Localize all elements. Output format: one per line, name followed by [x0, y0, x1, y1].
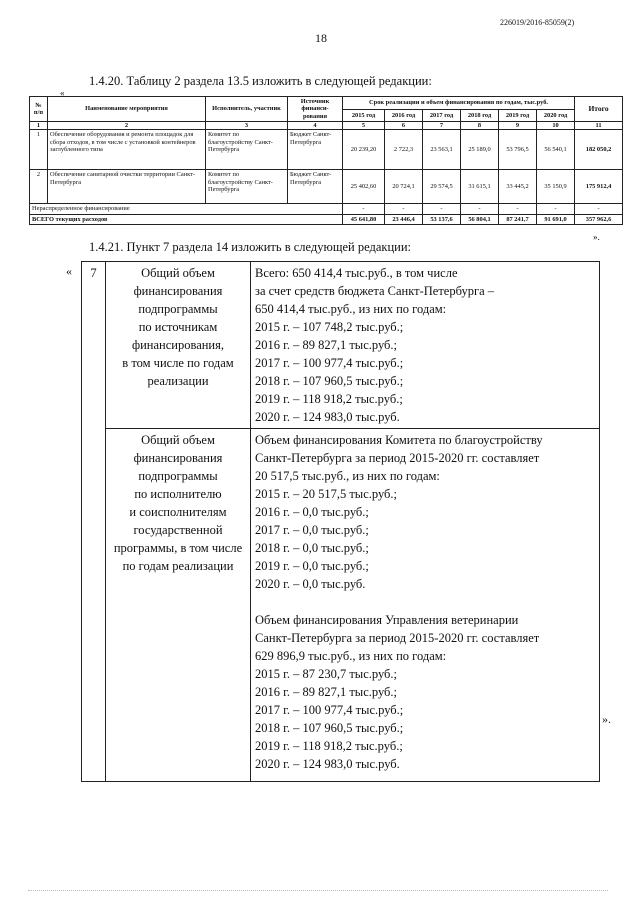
row-value: 33 445,2	[499, 170, 537, 204]
text-line: по исполнителю	[134, 487, 222, 501]
header-year: 2017 год	[423, 109, 461, 122]
text-line: реализации	[147, 374, 209, 388]
row-total: -	[575, 204, 623, 214]
text-line: Санкт-Петербурга за период 2015-2020 гг. составляет	[255, 631, 540, 645]
table1-close-quote: ».	[593, 232, 600, 242]
text-line: Общий объем	[141, 433, 215, 447]
row-value: 25 189,0	[461, 130, 499, 170]
header-year: 2016 год	[385, 109, 423, 122]
section-14-item-7-table	[81, 261, 600, 782]
table1-open-quote: «	[60, 88, 65, 98]
column-index: 2	[48, 122, 206, 130]
header-year: 2019 год	[499, 109, 537, 122]
text-line: за счет средств бюджета Санкт-Петербурга –	[255, 284, 495, 298]
header-total: Итого	[575, 97, 623, 122]
column-index: 7	[423, 122, 461, 130]
row-executor: Комитет по благоустройству Санкт-Петербурга	[206, 130, 288, 170]
column-index: 11	[575, 122, 623, 130]
column-index: 4	[288, 122, 343, 130]
row1-content	[251, 262, 600, 429]
row-name: Обеспечение оборудования и ремонта площадок для сбора отходов, в том числе с установкой контейнеров заглубленного типа	[48, 130, 206, 170]
text-line: программы, в том числе	[113, 541, 243, 555]
table-row	[30, 170, 623, 204]
text-line: и соисполнителям	[129, 505, 227, 519]
column-index: 1	[30, 122, 48, 130]
text-line: 20 517,5 тыс.руб., из них по годам:	[255, 469, 440, 483]
text-line: 2018 г. – 107 960,5 тыс.руб.;	[255, 374, 404, 388]
total-label: ВСЕГО текущих расходов	[30, 214, 343, 224]
column-index-row	[30, 122, 623, 130]
text-line: 2019 г. – 118 918,2 тыс.руб.;	[255, 739, 403, 753]
text-line: по источникам	[138, 320, 218, 334]
row1-name	[106, 262, 251, 429]
unallocated-label: Нераспределенное финансирование	[30, 204, 343, 214]
row-name: Обеспечение санитарной очистки территории Санкт-Петербурга	[48, 170, 206, 204]
row-executor: Комитет по благоустройству Санкт-Петербурга	[206, 170, 288, 204]
column-index: 10	[537, 122, 575, 130]
header-executor: Исполнитель, участник	[206, 97, 288, 122]
text-line: 2020 г. – 124 983,0 тыс.руб.	[255, 757, 400, 771]
total-value: 87 241,7	[499, 214, 537, 224]
text-line: 2015 г. – 87 230,7 тыс.руб.;	[255, 667, 398, 681]
text-line: 2016 г. – 0,0 тыс.руб.;	[255, 505, 369, 519]
page-number: 18	[315, 31, 327, 45]
row-total: 175 912,4	[575, 170, 623, 204]
text-line: подпрограммы	[138, 302, 218, 316]
row-value: 20 724,1	[385, 170, 423, 204]
grand-total: 357 962,6	[575, 214, 623, 224]
text-line: 2019 г. – 0,0 тыс.руб.;	[255, 559, 369, 573]
total-value: 45 641,80	[343, 214, 385, 224]
text-line: 2015 г. – 107 748,2 тыс.руб.;	[255, 320, 404, 334]
text-line: 650 414,4 тыс.руб., из них по годам:	[255, 302, 447, 316]
total-value: 23 446,4	[385, 214, 423, 224]
row-value: -	[423, 204, 461, 214]
item-number: 7	[82, 262, 106, 782]
row-value: -	[343, 204, 385, 214]
unallocated-row	[30, 204, 623, 214]
header-name: Наименование мероприятия	[48, 97, 206, 122]
spacer	[255, 593, 595, 611]
row-source: Бюджет Санкт-Петербурга	[288, 170, 343, 204]
row-value: 20 239,20	[343, 130, 385, 170]
total-value: 56 804,1	[461, 214, 499, 224]
total-value: 53 137,6	[423, 214, 461, 224]
column-index: 3	[206, 122, 288, 130]
text-line: Общий объем	[141, 266, 215, 280]
row-value: 25 402,60	[343, 170, 385, 204]
text-line: 2019 г. – 118 918,2 тыс.руб.;	[255, 392, 403, 406]
text-line: Всего: 650 414,4 тыс.руб., в том числе	[255, 266, 458, 280]
column-index: 6	[385, 122, 423, 130]
text-line: 2015 г. – 20 517,5 тыс.руб.;	[255, 487, 398, 501]
column-index: 8	[461, 122, 499, 130]
header-term: Срок реализации и объем финансирования по годам, тыс.руб.	[343, 97, 575, 110]
row-total: 182 050,2	[575, 130, 623, 170]
text-line: 2018 г. – 107 960,5 тыс.руб.;	[255, 721, 404, 735]
text-line: Санкт-Петербурга за период 2015-2020 гг. составляет	[255, 451, 540, 465]
table2-open-quote: «	[66, 264, 72, 278]
row-value: 2 722,3	[385, 130, 423, 170]
header-source: Источник финанси-рования	[288, 97, 343, 122]
total-value: 91 691,0	[537, 214, 575, 224]
row-value: -	[499, 204, 537, 214]
document-number: 226019/2016-85059(2)	[500, 18, 575, 27]
row-value: 35 150,9	[537, 170, 575, 204]
row-value: 29 574,5	[423, 170, 461, 204]
row-value: -	[537, 204, 575, 214]
column-index: 9	[499, 122, 537, 130]
row-value: -	[385, 204, 423, 214]
table-row	[30, 130, 623, 170]
text-line: в том числе по годам	[122, 356, 234, 370]
header-year: 2018 год	[461, 109, 499, 122]
row-value: 53 796,5	[499, 130, 537, 170]
financing-table	[29, 96, 623, 225]
header-year: 2015 год	[343, 109, 385, 122]
paragraph-1-4-21: 1.4.21. Пункт 7 раздела 14 изложить в следующей редакции:	[89, 240, 411, 254]
column-index: 5	[343, 122, 385, 130]
text-line: финансирования,	[132, 338, 224, 352]
text-line: Объем финансирования Комитета по благоустройству	[255, 433, 543, 447]
header-year: 2020 год	[537, 109, 575, 122]
text-line: финансирования	[133, 451, 223, 465]
footer-dotted-line	[28, 890, 608, 891]
text-line: подпрограммы	[138, 469, 218, 483]
row2-content	[251, 429, 600, 782]
text-line: 2017 г. – 0,0 тыс.руб.;	[255, 523, 369, 537]
text-line: 2020 г. – 0,0 тыс.руб.	[255, 577, 366, 591]
total-row	[30, 214, 623, 224]
row-source: Бюджет Санкт-Петербурга	[288, 130, 343, 170]
row-value: 31 615,1	[461, 170, 499, 204]
text-line: государственной	[133, 523, 223, 537]
row-value: 23 563,1	[423, 130, 461, 170]
row2-name	[106, 429, 251, 782]
table2-close-quote: ».	[602, 712, 611, 726]
row-num: 2	[30, 170, 48, 204]
text-line: 2016 г. – 89 827,1 тыс.руб.;	[255, 338, 398, 352]
row-num: 1	[30, 130, 48, 170]
paragraph-1-4-20: 1.4.20. Таблицу 2 раздела 13.5 изложить в следующей редакции:	[89, 74, 432, 88]
text-line: Объем финансирования Управления ветеринарии	[255, 613, 519, 627]
row-value: -	[461, 204, 499, 214]
table-row	[82, 262, 600, 429]
row-value: 56 540,1	[537, 130, 575, 170]
text-line: 629 896,9 тыс.руб., из них по годам:	[255, 649, 447, 663]
text-line: 2018 г. – 0,0 тыс.руб.;	[255, 541, 369, 555]
text-line: по годам реализации	[122, 559, 234, 573]
text-line: 2017 г. – 100 977,4 тыс.руб.;	[255, 356, 404, 370]
text-line: 2017 г. – 100 977,4 тыс.руб.;	[255, 703, 404, 717]
table-row	[82, 429, 600, 782]
text-line: 2020 г. – 124 983,0 тыс.руб.	[255, 410, 400, 424]
text-line: финансирования	[133, 284, 223, 298]
text-line: 2016 г. – 89 827,1 тыс.руб.;	[255, 685, 398, 699]
header-num: № п/п	[30, 97, 48, 122]
